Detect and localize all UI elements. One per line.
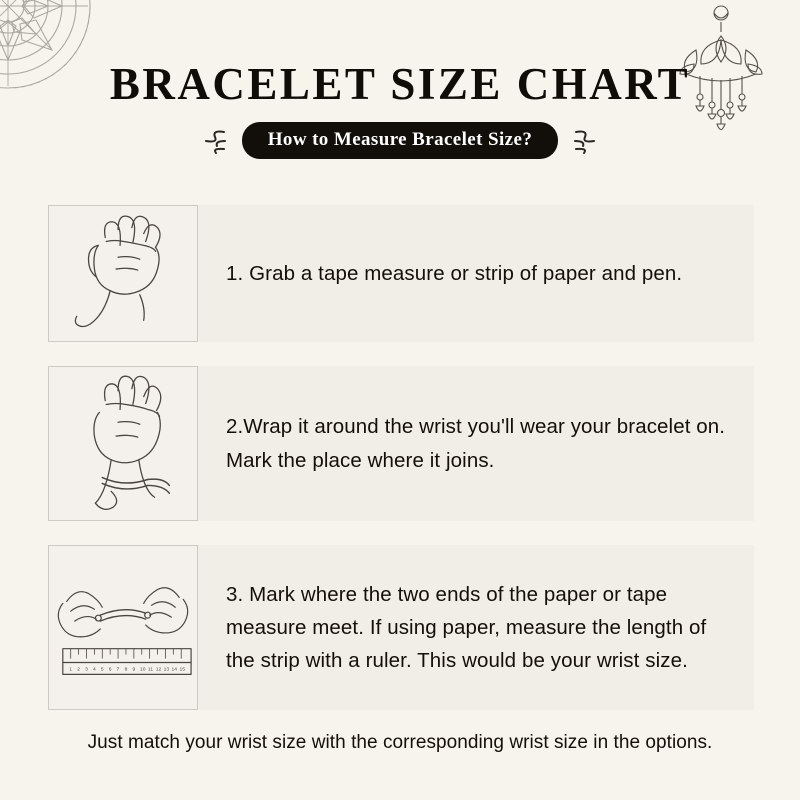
list-item <box>48 205 754 342</box>
svg-text:15: 15 <box>179 667 185 673</box>
steps-list <box>48 205 754 734</box>
svg-text:8: 8 <box>124 667 128 673</box>
svg-text:12: 12 <box>155 667 162 673</box>
svg-text:11: 11 <box>148 667 154 673</box>
hand-fist-illustration <box>48 205 198 342</box>
footer-note: Just match your wrist size with the corresponding wrist size in the options. <box>87 732 713 753</box>
svg-text:9: 9 <box>132 667 136 673</box>
list-item <box>48 545 754 710</box>
svg-text:4: 4 <box>93 667 96 673</box>
svg-text:1: 1 <box>69 667 73 673</box>
step-text: 3. Mark where the two ends of the paper or tape measure meet. If using paper, measure the length of the strip with a ruler. This would be your wrist size. <box>226 582 707 673</box>
svg-text:14: 14 <box>171 667 178 673</box>
svg-text:6: 6 <box>108 667 112 673</box>
svg-text:3: 3 <box>85 667 88 673</box>
page-title: BRACELET SIZE CHART <box>109 59 691 109</box>
svg-text:5: 5 <box>100 667 104 673</box>
step-text: 2.Wrap it around the wrist you'll wear your bracelet on. Mark the place where it joins. <box>226 415 726 472</box>
step-text: 1. Grab a tape measure or strip of paper and pen. <box>226 261 683 285</box>
subtitle-badge: How to Measure Bracelet Size? <box>242 122 559 159</box>
hand-with-tape-around-wrist-illustration <box>48 366 198 521</box>
list-item <box>48 366 754 521</box>
flourish-ornament-right-icon <box>570 127 600 155</box>
svg-text:13: 13 <box>163 667 170 673</box>
svg-text:7: 7 <box>116 667 120 673</box>
flourish-ornament-left-icon <box>200 127 230 155</box>
subtitle-row <box>0 122 800 159</box>
svg-text:10: 10 <box>139 667 146 673</box>
hands-measuring-strip-with-ruler-illustration <box>48 545 198 710</box>
svg-text:2: 2 <box>77 667 80 673</box>
